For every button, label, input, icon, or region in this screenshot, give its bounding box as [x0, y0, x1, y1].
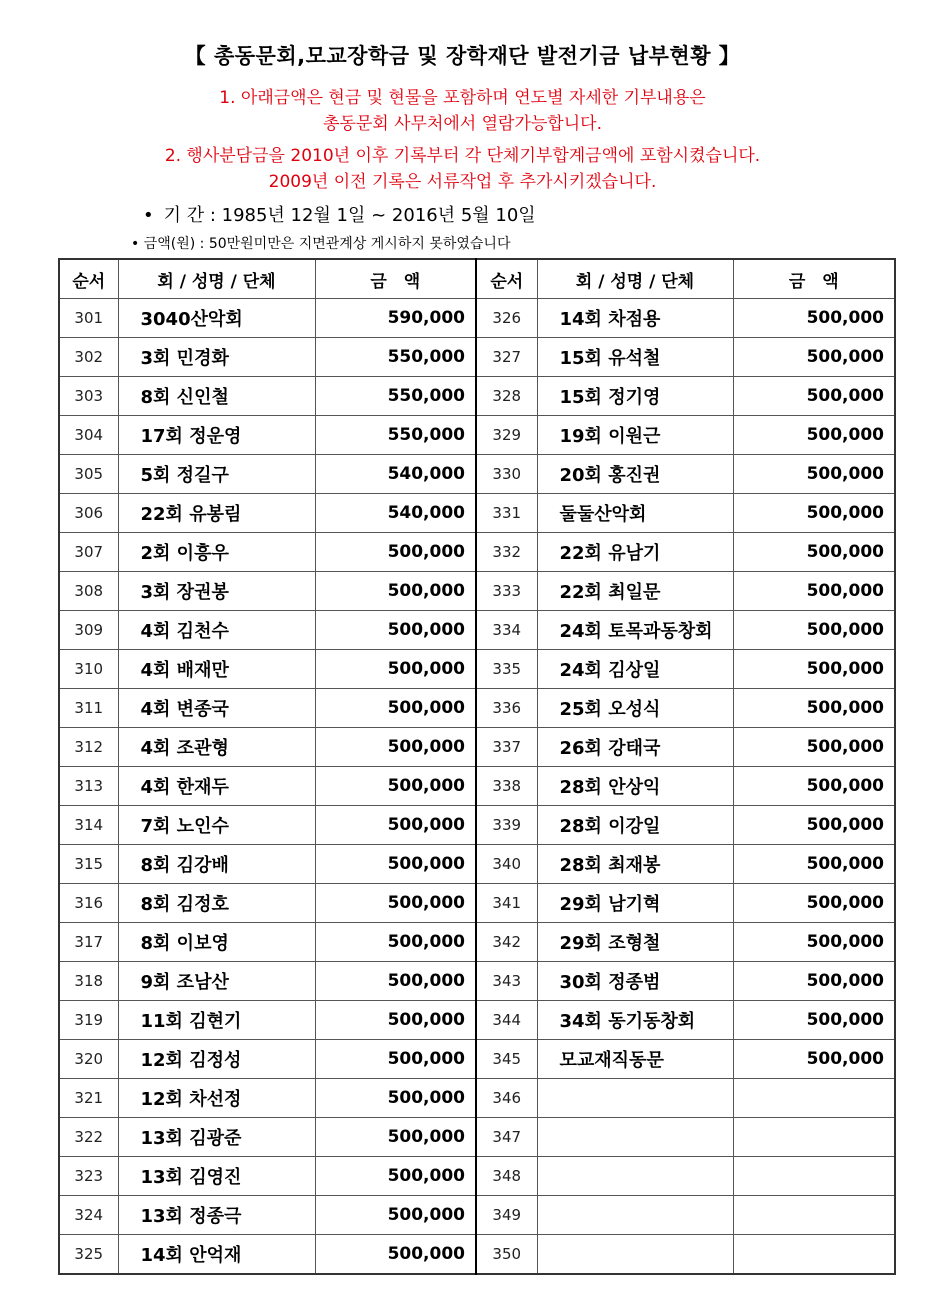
right-no-cell: 330 — [476, 455, 537, 494]
right-amount-cell: 500,000 — [733, 572, 895, 611]
right-name-cell — [537, 1235, 733, 1275]
note-1 — [0, 85, 925, 137]
left-no-cell: 323 — [59, 1157, 118, 1196]
right-amount-cell: 500,000 — [733, 1040, 895, 1079]
right-name-cell — [537, 1118, 733, 1157]
table-row — [59, 455, 895, 494]
left-amount-cell: 500,000 — [315, 767, 476, 806]
right-amount-cell: 500,000 — [733, 377, 895, 416]
note-1-line-1: 1. 아래금액은 현금 및 현물을 포함하며 연도별 자세한 기부내용은 — [219, 88, 706, 108]
table-row — [59, 923, 895, 962]
left-name-cell: 12회 차선정 — [118, 1079, 315, 1118]
left-amount-cell: 500,000 — [315, 728, 476, 767]
header-name-right: 회 / 성명 / 단체 — [537, 259, 733, 299]
period-line — [143, 201, 536, 227]
right-name-cell: 28회 안상익 — [537, 767, 733, 806]
right-no-cell: 339 — [476, 806, 537, 845]
right-name-cell — [537, 1157, 733, 1196]
right-amount-cell — [733, 1118, 895, 1157]
table-row — [59, 1157, 895, 1196]
left-amount-cell: 500,000 — [315, 845, 476, 884]
table-row — [59, 884, 895, 923]
left-amount-cell: 500,000 — [315, 1001, 476, 1040]
left-amount-cell: 500,000 — [315, 572, 476, 611]
left-no-cell: 306 — [59, 494, 118, 533]
left-no-cell: 311 — [59, 689, 118, 728]
table-row — [59, 650, 895, 689]
left-no-cell: 318 — [59, 962, 118, 1001]
left-name-cell: 14회 안억재 — [118, 1235, 315, 1275]
right-amount-cell: 500,000 — [733, 728, 895, 767]
right-name-cell: 25회 오성식 — [537, 689, 733, 728]
right-name-cell — [537, 1196, 733, 1235]
right-amount-cell: 500,000 — [733, 962, 895, 1001]
table-row — [59, 611, 895, 650]
left-amount-cell: 500,000 — [315, 1079, 476, 1118]
left-no-cell: 308 — [59, 572, 118, 611]
left-no-cell: 312 — [59, 728, 118, 767]
right-amount-cell: 500,000 — [733, 533, 895, 572]
right-amount-cell: 500,000 — [733, 455, 895, 494]
left-name-cell: 3040산악회 — [118, 299, 315, 338]
left-name-cell: 4회 배재만 — [118, 650, 315, 689]
left-amount-cell: 550,000 — [315, 377, 476, 416]
left-amount-cell: 590,000 — [315, 299, 476, 338]
table-row — [59, 1235, 895, 1275]
table-row — [59, 338, 895, 377]
right-no-cell: 326 — [476, 299, 537, 338]
right-amount-cell: 500,000 — [733, 806, 895, 845]
table-row — [59, 1001, 895, 1040]
right-name-cell: 20회 홍진권 — [537, 455, 733, 494]
left-no-cell: 301 — [59, 299, 118, 338]
left-amount-cell: 500,000 — [315, 689, 476, 728]
right-amount-cell: 500,000 — [733, 1001, 895, 1040]
right-no-cell: 344 — [476, 1001, 537, 1040]
left-no-cell: 305 — [59, 455, 118, 494]
left-name-cell: 13회 김영진 — [118, 1157, 315, 1196]
left-no-cell: 315 — [59, 845, 118, 884]
table-row — [59, 806, 895, 845]
right-no-cell: 340 — [476, 845, 537, 884]
note-1-line-2: 총동문회 사무처에서 열람가능합니다. — [323, 114, 602, 134]
left-no-cell: 321 — [59, 1079, 118, 1118]
right-amount-cell: 500,000 — [733, 884, 895, 923]
left-no-cell: 325 — [59, 1235, 118, 1275]
left-name-cell: 17회 정운영 — [118, 416, 315, 455]
note-2-line-1: 2. 행사분담금을 2010년 이후 기록부터 각 단체기부합계금액에 포함시켰습니다. — [164, 146, 761, 166]
table-row — [59, 689, 895, 728]
right-amount-cell: 500,000 — [733, 611, 895, 650]
left-name-cell: 3회 민경화 — [118, 338, 315, 377]
left-name-cell: 11회 김현기 — [118, 1001, 315, 1040]
left-no-cell: 304 — [59, 416, 118, 455]
left-amount-cell: 500,000 — [315, 806, 476, 845]
header-no: 순서 — [59, 259, 118, 299]
left-no-cell: 310 — [59, 650, 118, 689]
right-no-cell: 331 — [476, 494, 537, 533]
right-amount-cell — [733, 1079, 895, 1118]
left-name-cell: 9회 조남산 — [118, 962, 315, 1001]
right-no-cell: 337 — [476, 728, 537, 767]
left-amount-cell: 500,000 — [315, 962, 476, 1001]
table-row — [59, 1118, 895, 1157]
right-name-cell: 22회 최일문 — [537, 572, 733, 611]
right-name-cell: 19회 이원근 — [537, 416, 733, 455]
left-no-cell: 302 — [59, 338, 118, 377]
left-name-cell: 4회 김천수 — [118, 611, 315, 650]
left-amount-cell: 500,000 — [315, 1118, 476, 1157]
left-no-cell: 324 — [59, 1196, 118, 1235]
right-name-cell: 26회 강태국 — [537, 728, 733, 767]
right-amount-cell: 500,000 — [733, 650, 895, 689]
right-name-cell: 모교재직동문 — [537, 1040, 733, 1079]
right-name-cell: 14회 차점용 — [537, 299, 733, 338]
left-name-cell: 22회 유봉림 — [118, 494, 315, 533]
right-name-cell: 29회 남기혁 — [537, 884, 733, 923]
table-row — [59, 728, 895, 767]
table-row — [59, 377, 895, 416]
right-no-cell: 350 — [476, 1235, 537, 1275]
right-no-cell: 343 — [476, 962, 537, 1001]
right-name-cell: 22회 유남기 — [537, 533, 733, 572]
right-name-cell: 24회 토목과동창회 — [537, 611, 733, 650]
right-amount-cell: 500,000 — [733, 299, 895, 338]
note-2-line-2: 2009년 이전 기록은 서류작업 후 추가시키겠습니다. — [268, 172, 657, 192]
left-name-cell: 8회 이보영 — [118, 923, 315, 962]
left-amount-cell: 500,000 — [315, 1040, 476, 1079]
table-header-row — [59, 259, 895, 299]
table-row — [59, 1040, 895, 1079]
left-no-cell: 303 — [59, 377, 118, 416]
right-no-cell: 327 — [476, 338, 537, 377]
bullet-icon: • — [143, 205, 154, 226]
table-row — [59, 416, 895, 455]
left-amount-cell: 550,000 — [315, 416, 476, 455]
left-no-cell: 316 — [59, 884, 118, 923]
right-amount-cell: 500,000 — [733, 767, 895, 806]
left-no-cell: 309 — [59, 611, 118, 650]
table-row — [59, 299, 895, 338]
left-name-cell: 13회 김광준 — [118, 1118, 315, 1157]
left-name-cell: 4회 한재두 — [118, 767, 315, 806]
left-name-cell: 8회 신인철 — [118, 377, 315, 416]
right-name-cell: 34회 동기동창회 — [537, 1001, 733, 1040]
left-name-cell: 4회 조관형 — [118, 728, 315, 767]
header-amount: 금 액 — [315, 259, 476, 299]
left-name-cell: 5회 정길구 — [118, 455, 315, 494]
right-no-cell: 334 — [476, 611, 537, 650]
left-no-cell: 322 — [59, 1118, 118, 1157]
left-name-cell: 4회 변종국 — [118, 689, 315, 728]
left-no-cell: 313 — [59, 767, 118, 806]
table-row — [59, 767, 895, 806]
period-text: 기 간 : 1985년 12월 1일 ~ 2016년 5월 10일 — [163, 205, 536, 226]
header-no-right: 순서 — [476, 259, 537, 299]
right-no-cell: 348 — [476, 1157, 537, 1196]
right-name-cell: 15회 정기영 — [537, 377, 733, 416]
left-amount-cell: 500,000 — [315, 1235, 476, 1275]
right-no-cell: 349 — [476, 1196, 537, 1235]
right-no-cell: 347 — [476, 1118, 537, 1157]
right-name-cell: 30회 정종범 — [537, 962, 733, 1001]
right-name-cell: 15회 유석철 — [537, 338, 733, 377]
right-no-cell: 342 — [476, 923, 537, 962]
right-amount-cell — [733, 1235, 895, 1275]
right-amount-cell: 500,000 — [733, 845, 895, 884]
table-row — [59, 533, 895, 572]
left-amount-cell: 500,000 — [315, 923, 476, 962]
left-no-cell: 307 — [59, 533, 118, 572]
right-no-cell: 328 — [476, 377, 537, 416]
right-no-cell: 341 — [476, 884, 537, 923]
left-name-cell: 12회 김정성 — [118, 1040, 315, 1079]
right-no-cell: 333 — [476, 572, 537, 611]
left-amount-cell: 540,000 — [315, 455, 476, 494]
right-name-cell: 28회 최재봉 — [537, 845, 733, 884]
left-no-cell: 314 — [59, 806, 118, 845]
right-name-cell: 24회 김상일 — [537, 650, 733, 689]
table-row — [59, 572, 895, 611]
table-row — [59, 962, 895, 1001]
left-name-cell: 8회 김강배 — [118, 845, 315, 884]
right-amount-cell: 500,000 — [733, 689, 895, 728]
left-amount-cell: 540,000 — [315, 494, 476, 533]
header-amount-right: 금 액 — [733, 259, 895, 299]
left-amount-cell: 500,000 — [315, 533, 476, 572]
left-name-cell: 3회 장권봉 — [118, 572, 315, 611]
right-no-cell: 332 — [476, 533, 537, 572]
right-amount-cell: 500,000 — [733, 338, 895, 377]
right-no-cell: 346 — [476, 1079, 537, 1118]
right-no-cell: 329 — [476, 416, 537, 455]
right-no-cell: 345 — [476, 1040, 537, 1079]
right-name-cell: 29회 조형철 — [537, 923, 733, 962]
left-amount-cell: 500,000 — [315, 1157, 476, 1196]
left-amount-cell: 500,000 — [315, 884, 476, 923]
right-no-cell: 335 — [476, 650, 537, 689]
page-title: 【 총동문회,모교장학금 및 장학재단 발전기금 납부현황 】 — [184, 44, 741, 68]
right-amount-cell — [733, 1196, 895, 1235]
left-name-cell: 7회 노인수 — [118, 806, 315, 845]
left-name-cell: 13회 정종극 — [118, 1196, 315, 1235]
right-amount-cell: 500,000 — [733, 416, 895, 455]
left-amount-cell: 550,000 — [315, 338, 476, 377]
right-amount-cell — [733, 1157, 895, 1196]
left-no-cell: 317 — [59, 923, 118, 962]
right-amount-cell: 500,000 — [733, 923, 895, 962]
table-row — [59, 1196, 895, 1235]
left-amount-cell: 500,000 — [315, 650, 476, 689]
table-row — [59, 494, 895, 533]
table-row — [59, 1079, 895, 1118]
right-name-cell: 28회 이강일 — [537, 806, 733, 845]
left-name-cell: 8회 김정호 — [118, 884, 315, 923]
note-2 — [0, 143, 925, 195]
header-name: 회 / 성명 / 단체 — [118, 259, 315, 299]
left-amount-cell: 500,000 — [315, 611, 476, 650]
left-amount-cell: 500,000 — [315, 1196, 476, 1235]
left-no-cell: 319 — [59, 1001, 118, 1040]
right-amount-cell: 500,000 — [733, 494, 895, 533]
amount-caveat: • 금액(원) : 50만원미만은 지면관계상 게시하지 못하였습니다 — [131, 236, 511, 252]
left-no-cell: 320 — [59, 1040, 118, 1079]
donation-table — [58, 258, 896, 1275]
right-no-cell: 336 — [476, 689, 537, 728]
left-name-cell: 2회 이흥우 — [118, 533, 315, 572]
right-no-cell: 338 — [476, 767, 537, 806]
table-row — [59, 845, 895, 884]
right-name-cell — [537, 1079, 733, 1118]
right-name-cell: 둘둘산악회 — [537, 494, 733, 533]
